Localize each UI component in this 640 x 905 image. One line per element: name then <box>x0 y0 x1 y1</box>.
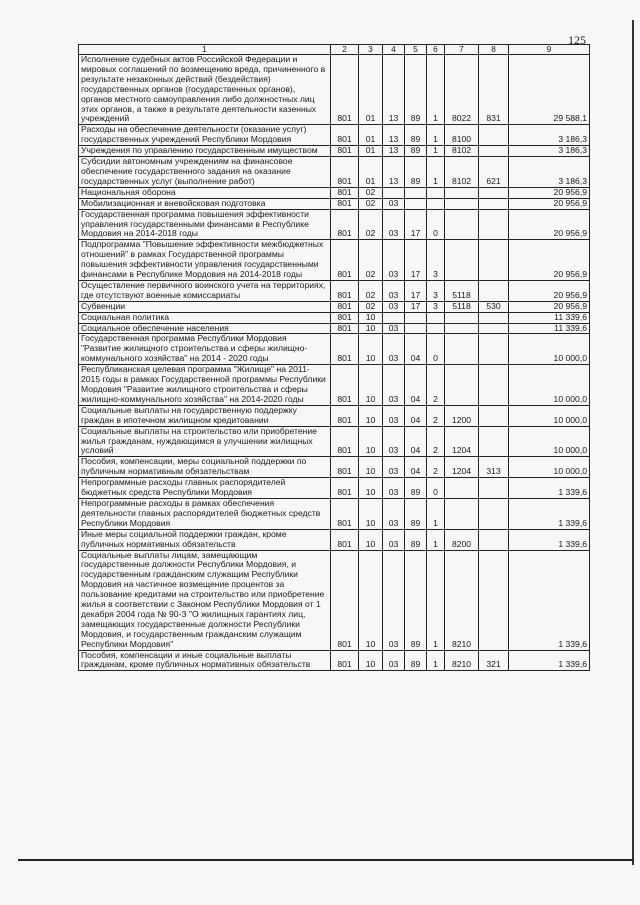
table-row <box>79 312 590 323</box>
header-cell: 1 <box>79 45 331 55</box>
program-code-cell: 89 <box>405 55 427 125</box>
article-code-cell: 8100 <box>445 125 479 146</box>
subsection-code-cell: 03 <box>383 301 405 312</box>
subprogram-code-cell: 1 <box>427 125 445 146</box>
subprogram-code-cell: 0 <box>427 209 445 240</box>
table-row <box>79 426 590 457</box>
row-name-cell: Социальное обеспечение населения <box>79 323 331 334</box>
row-name-cell: Непрограммные расходы главных распорядителей бюджетных средств Республики Мордовия <box>79 478 331 499</box>
program-code-cell: 89 <box>405 650 427 671</box>
table-row <box>79 157 590 188</box>
expense-type-code-cell: 530 <box>479 301 509 312</box>
expense-type-code-cell <box>479 280 509 301</box>
row-name-cell: Пособия, компенсации, меры социальной поддержки по публичным нормативным обязательствам <box>79 457 331 478</box>
article-code-cell: 8210 <box>445 550 479 650</box>
row-name-cell: Субвенции <box>79 301 331 312</box>
subsection-code-cell: 03 <box>383 426 405 457</box>
amount-cell: 20 956,9 <box>509 209 590 240</box>
program-code-cell: 89 <box>405 146 427 157</box>
table-row <box>79 550 590 650</box>
program-code-cell: 04 <box>405 405 427 426</box>
header-cell: 8 <box>479 45 509 55</box>
row-name-cell: Иные меры социальной поддержки граждан, кроме публичных нормативных обязательств <box>79 529 331 550</box>
program-code-cell: 04 <box>405 334 427 365</box>
row-name-cell: Государственная программа Республики Мордовия "Развитие жилищного строительства и сферы жилищно-коммунального хозяйства" на 2014 - 2020 годы <box>79 334 331 365</box>
grbs-code-cell: 801 <box>331 365 359 406</box>
subprogram-code-cell <box>427 323 445 334</box>
table-row <box>79 365 590 406</box>
program-code-cell: 89 <box>405 529 427 550</box>
program-code-cell: 89 <box>405 550 427 650</box>
article-code-cell: 1204 <box>445 426 479 457</box>
subprogram-code-cell: 1 <box>427 650 445 671</box>
table-row <box>79 209 590 240</box>
amount-cell: 20 956,9 <box>509 240 590 281</box>
subprogram-code-cell: 1 <box>427 157 445 188</box>
row-name-cell: Мобилизационная и вневойсковая подготовка <box>79 198 331 209</box>
section-code-cell: 10 <box>359 457 383 478</box>
section-code-cell: 10 <box>359 498 383 529</box>
article-code-cell <box>445 312 479 323</box>
amount-cell: 20 956,9 <box>509 187 590 198</box>
section-code-cell: 10 <box>359 334 383 365</box>
subprogram-code-cell: 2 <box>427 426 445 457</box>
subsection-code-cell: 03 <box>383 323 405 334</box>
table-row <box>79 498 590 529</box>
amount-cell: 10 000,0 <box>509 426 590 457</box>
expense-type-code-cell <box>479 187 509 198</box>
subsection-code-cell: 03 <box>383 529 405 550</box>
row-name-cell: Осуществление первичного воинского учета на территориях, где отсутствуют военные комиссариаты <box>79 280 331 301</box>
table-row <box>79 650 590 671</box>
program-code-cell: 17 <box>405 280 427 301</box>
row-name-cell: Государственная программа повышения эффективности управления государственными финансами в Республике Мордовия на 2014-2018 годы <box>79 209 331 240</box>
header-cell: 3 <box>359 45 383 55</box>
grbs-code-cell: 801 <box>331 426 359 457</box>
grbs-code-cell: 801 <box>331 457 359 478</box>
subsection-code-cell: 03 <box>383 405 405 426</box>
article-code-cell: 8022 <box>445 55 479 125</box>
program-code-cell <box>405 187 427 198</box>
grbs-code-cell: 801 <box>331 157 359 188</box>
grbs-code-cell: 801 <box>331 209 359 240</box>
header-row <box>79 45 590 55</box>
program-code-cell: 17 <box>405 240 427 281</box>
program-code-cell: 04 <box>405 426 427 457</box>
subprogram-code-cell <box>427 198 445 209</box>
section-code-cell: 01 <box>359 125 383 146</box>
grbs-code-cell: 801 <box>331 550 359 650</box>
table-row <box>79 198 590 209</box>
grbs-code-cell: 801 <box>331 301 359 312</box>
subsection-code-cell: 03 <box>383 457 405 478</box>
row-name-cell: Социальная политика <box>79 312 331 323</box>
grbs-code-cell: 801 <box>331 529 359 550</box>
program-code-cell: 04 <box>405 457 427 478</box>
program-code-cell: 89 <box>405 125 427 146</box>
table-body <box>79 55 590 671</box>
expense-type-code-cell <box>479 240 509 281</box>
subprogram-code-cell: 3 <box>427 301 445 312</box>
subsection-code-cell: 13 <box>383 125 405 146</box>
table-row <box>79 187 590 198</box>
subprogram-code-cell: 1 <box>427 529 445 550</box>
budget-table <box>78 44 590 671</box>
program-code-cell: 17 <box>405 209 427 240</box>
expense-type-code-cell <box>479 198 509 209</box>
amount-cell: 20 956,9 <box>509 198 590 209</box>
section-code-cell: 02 <box>359 301 383 312</box>
expense-type-code-cell: 321 <box>479 650 509 671</box>
section-code-cell: 10 <box>359 478 383 499</box>
article-code-cell: 1204 <box>445 457 479 478</box>
subsection-code-cell: 03 <box>383 498 405 529</box>
article-code-cell: 8102 <box>445 157 479 188</box>
subsection-code-cell: 13 <box>383 157 405 188</box>
header-cell: 5 <box>405 45 427 55</box>
subprogram-code-cell: 3 <box>427 280 445 301</box>
expense-type-code-cell <box>479 146 509 157</box>
subsection-code-cell: 03 <box>383 478 405 499</box>
amount-cell: 3 186,3 <box>509 125 590 146</box>
article-code-cell: 8200 <box>445 529 479 550</box>
article-code-cell: 8210 <box>445 650 479 671</box>
expense-type-code-cell <box>479 365 509 406</box>
row-name-cell: Подпрограмма "Повышение эффективности межбюджетных отношений" в рамках Государственной программы повышения эффективности управления государственными финансами в Республике Мордовия на 2014-2018 годы <box>79 240 331 281</box>
subsection-code-cell: 03 <box>383 209 405 240</box>
subprogram-code-cell: 1 <box>427 498 445 529</box>
row-name-cell: Пособия, компенсации и иные социальные выплаты гражданам, кроме публичных нормативных обязательств <box>79 650 331 671</box>
program-code-cell: 89 <box>405 478 427 499</box>
header-cell: 9 <box>509 45 590 55</box>
expense-type-code-cell <box>479 334 509 365</box>
table-row <box>79 323 590 334</box>
subprogram-code-cell <box>427 187 445 198</box>
amount-cell: 29 588,1 <box>509 55 590 125</box>
expense-type-code-cell <box>479 498 509 529</box>
article-code-cell <box>445 334 479 365</box>
header-cell: 7 <box>445 45 479 55</box>
row-name-cell: Социальные выплаты на государственную поддержку граждан в ипотечном жилищном кредитовании <box>79 405 331 426</box>
row-name-cell: Национальная оборона <box>79 187 331 198</box>
grbs-code-cell: 801 <box>331 312 359 323</box>
table-row <box>79 405 590 426</box>
header-cell: 6 <box>427 45 445 55</box>
section-code-cell: 02 <box>359 198 383 209</box>
article-code-cell <box>445 365 479 406</box>
grbs-code-cell: 801 <box>331 478 359 499</box>
program-code-cell: 89 <box>405 157 427 188</box>
amount-cell: 1 339,6 <box>509 529 590 550</box>
subprogram-code-cell: 2 <box>427 405 445 426</box>
program-code-cell: 89 <box>405 498 427 529</box>
amount-cell: 11 339,6 <box>509 312 590 323</box>
amount-cell: 10 000,0 <box>509 334 590 365</box>
subprogram-code-cell: 2 <box>427 365 445 406</box>
subprogram-code-cell: 1 <box>427 55 445 125</box>
subsection-code-cell: 03 <box>383 650 405 671</box>
header-cell: 4 <box>383 45 405 55</box>
subsection-code-cell: 13 <box>383 55 405 125</box>
expense-type-code-cell <box>479 529 509 550</box>
grbs-code-cell: 801 <box>331 650 359 671</box>
grbs-code-cell: 801 <box>331 146 359 157</box>
table-row <box>79 529 590 550</box>
program-code-cell: 17 <box>405 301 427 312</box>
article-code-cell <box>445 478 479 499</box>
article-code-cell: 1200 <box>445 405 479 426</box>
grbs-code-cell: 801 <box>331 198 359 209</box>
article-code-cell <box>445 498 479 529</box>
subsection-code-cell: 03 <box>383 280 405 301</box>
grbs-code-cell: 801 <box>331 323 359 334</box>
article-code-cell <box>445 240 479 281</box>
expense-type-code-cell: 831 <box>479 55 509 125</box>
section-code-cell: 01 <box>359 157 383 188</box>
page-edge-rule <box>632 20 634 865</box>
section-code-cell: 02 <box>359 240 383 281</box>
amount-cell: 3 186,3 <box>509 157 590 188</box>
expense-type-code-cell: 621 <box>479 157 509 188</box>
table-row <box>79 55 590 125</box>
table-row <box>79 280 590 301</box>
section-code-cell: 01 <box>359 146 383 157</box>
grbs-code-cell: 801 <box>331 498 359 529</box>
page-bottom-rule <box>18 859 634 861</box>
subsection-code-cell: 03 <box>383 198 405 209</box>
header-cell: 2 <box>331 45 359 55</box>
row-name-cell: Расходы на обеспечение деятельности (оказание услуг) государственных учреждений Республики Мордовия <box>79 125 331 146</box>
program-code-cell: 04 <box>405 365 427 406</box>
article-code-cell <box>445 209 479 240</box>
article-code-cell: 5118 <box>445 280 479 301</box>
expense-type-code-cell <box>479 209 509 240</box>
subprogram-code-cell: 2 <box>427 457 445 478</box>
section-code-cell: 10 <box>359 365 383 406</box>
table-row <box>79 478 590 499</box>
section-code-cell: 02 <box>359 187 383 198</box>
table-row <box>79 301 590 312</box>
program-code-cell <box>405 312 427 323</box>
subsection-code-cell: 03 <box>383 550 405 650</box>
table-header <box>79 45 590 55</box>
amount-cell: 10 000,0 <box>509 457 590 478</box>
program-code-cell <box>405 323 427 334</box>
amount-cell: 10 000,0 <box>509 365 590 406</box>
page-number: 125 <box>568 33 586 47</box>
amount-cell: 11 339,6 <box>509 323 590 334</box>
section-code-cell: 02 <box>359 209 383 240</box>
grbs-code-cell: 801 <box>331 405 359 426</box>
article-code-cell <box>445 323 479 334</box>
subsection-code-cell: 03 <box>383 240 405 281</box>
grbs-code-cell: 801 <box>331 187 359 198</box>
article-code-cell <box>445 198 479 209</box>
row-name-cell: Учреждения по управлению государственным имуществом <box>79 146 331 157</box>
table-row <box>79 146 590 157</box>
grbs-code-cell: 801 <box>331 240 359 281</box>
row-name-cell: Субсидии автономным учреждениям на финансовое обеспечение государственного задания на оказание государственных услуг (выполнение работ) <box>79 157 331 188</box>
table-row <box>79 240 590 281</box>
row-name-cell: Непрограммные расходы в рамках обеспечения деятельности главных распорядителей бюджетных средств Республики Мордовия <box>79 498 331 529</box>
section-code-cell: 10 <box>359 405 383 426</box>
table-row <box>79 334 590 365</box>
subsection-code-cell <box>383 187 405 198</box>
section-code-cell: 10 <box>359 550 383 650</box>
subprogram-code-cell: 1 <box>427 146 445 157</box>
amount-cell: 10 000,0 <box>509 405 590 426</box>
grbs-code-cell: 801 <box>331 125 359 146</box>
amount-cell: 1 339,6 <box>509 650 590 671</box>
program-code-cell <box>405 198 427 209</box>
expense-type-code-cell <box>479 426 509 457</box>
subsection-code-cell <box>383 312 405 323</box>
amount-cell: 20 956,9 <box>509 301 590 312</box>
expense-type-code-cell <box>479 478 509 499</box>
table-row <box>79 457 590 478</box>
section-code-cell: 10 <box>359 529 383 550</box>
article-code-cell: 5118 <box>445 301 479 312</box>
article-code-cell <box>445 187 479 198</box>
section-code-cell: 01 <box>359 55 383 125</box>
subsection-code-cell: 13 <box>383 146 405 157</box>
subprogram-code-cell: 1 <box>427 550 445 650</box>
subprogram-code-cell <box>427 312 445 323</box>
subsection-code-cell: 03 <box>383 334 405 365</box>
expense-type-code-cell <box>479 405 509 426</box>
row-name-cell: Республиканская целевая программа "Жилище" на 2011-2015 годы в рамках Государственной программы Республики Мордовия "Развитие жилищного строительства и сферы жилищно-коммунального хозяйства" на 2014-2020 годы <box>79 365 331 406</box>
table-row <box>79 125 590 146</box>
expense-type-code-cell <box>479 125 509 146</box>
section-code-cell: 10 <box>359 650 383 671</box>
section-code-cell: 10 <box>359 426 383 457</box>
grbs-code-cell: 801 <box>331 55 359 125</box>
article-code-cell: 8102 <box>445 146 479 157</box>
grbs-code-cell: 801 <box>331 280 359 301</box>
expense-type-code-cell <box>479 323 509 334</box>
amount-cell: 20 956,9 <box>509 280 590 301</box>
subprogram-code-cell: 3 <box>427 240 445 281</box>
row-name-cell: Исполнение судебных актов Российской Федерации и мировых соглашений по возмещению вреда, причиненного в результате незаконных действий (бездействия) государственных органов (государственных органов), органов местного самоуправления либо должностных лиц этих органов, а также в результате деятельности казенных учреждений <box>79 55 331 125</box>
section-code-cell: 02 <box>359 280 383 301</box>
amount-cell: 1 339,6 <box>509 478 590 499</box>
amount-cell: 1 339,6 <box>509 498 590 529</box>
subprogram-code-cell: 0 <box>427 334 445 365</box>
row-name-cell: Социальные выплаты на строительство или приобретение жилья гражданам, нуждающимся в улучшении жилищных условий <box>79 426 331 457</box>
expense-type-code-cell: 313 <box>479 457 509 478</box>
expense-type-code-cell <box>479 550 509 650</box>
subprogram-code-cell: 0 <box>427 478 445 499</box>
grbs-code-cell: 801 <box>331 334 359 365</box>
subsection-code-cell: 03 <box>383 365 405 406</box>
amount-cell: 1 339,6 <box>509 550 590 650</box>
row-name-cell: Социальные выплаты лицам, замещающим государственные должности Республики Мордовия, и государственным гражданским служащим Республики Мордовия на частичное возмещение процентов за пользование кредитами на строительство или приобретение жилья в соответствии с Законом Республики Мордовия от 1 декабря 2004 года № 90-З "О жилищных гарантиях лиц, замещающих государственные должности Республики Мордовия, и государственным гражданским служащим Республики Мордовия" <box>79 550 331 650</box>
section-code-cell: 10 <box>359 312 383 323</box>
amount-cell: 3 186,3 <box>509 146 590 157</box>
expense-type-code-cell <box>479 312 509 323</box>
section-code-cell: 10 <box>359 323 383 334</box>
